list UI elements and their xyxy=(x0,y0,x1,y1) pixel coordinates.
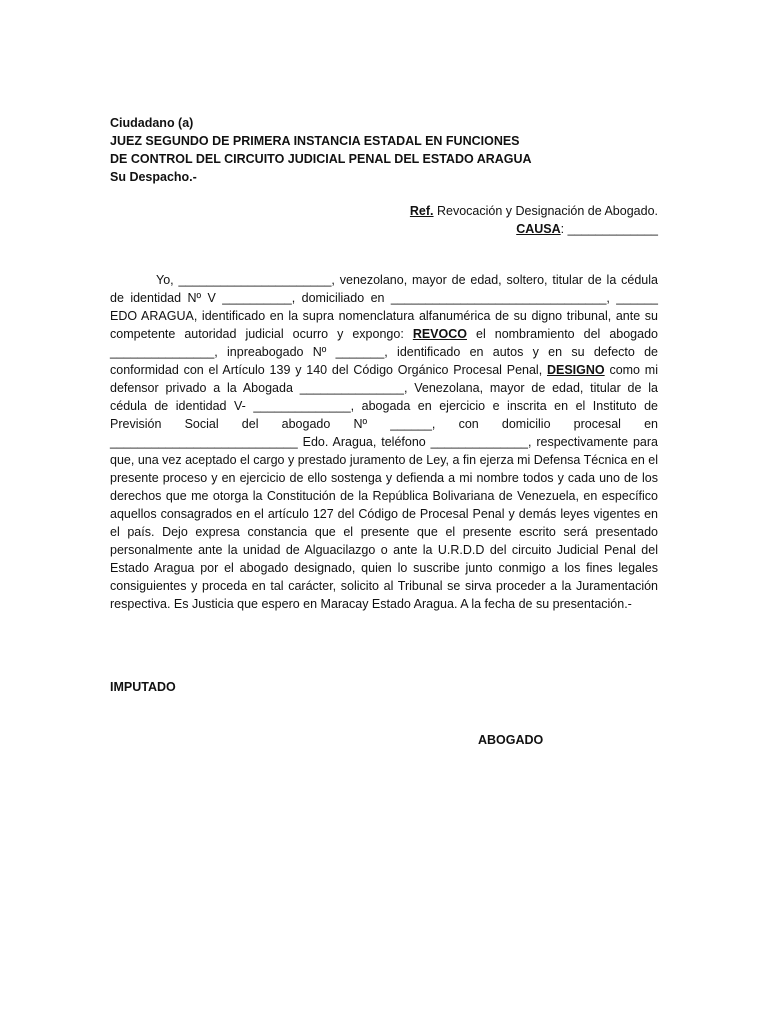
causa-label: CAUSA xyxy=(516,222,561,236)
imputado-signature-label: IMPUTADO xyxy=(110,680,176,694)
body-part-3: como mi defensor privado a la Abogada _______________, Venezolana, mayor de edad, titular de la cédula de identidad V- ______________, abogada en ejercicio e inscrita en el Instituto de Previsión Social del abogado Nº ______, con domicilio procesal en ___________________________ Edo. Aragua, teléfono ______________, respectivamente para que, una vez aceptado el cargo y prestado juramento de Ley, a fin ejerza mi Defensa Técnica en el presente proceso y en ejercicio de ello sostenga y defienda a mi nombre todos y cada uno de los derechos que me otorga la Constitución de la República Bolivariana de Venezuela, en específico aquellos consagrados en el artículo 127 del Código de Procesal Penal y demás leyes vigentes en el país. Dejo expresa constancia que el presente que el presente escrito será presentado personalmente ante la unidad de Alguacilazgo o ante la U.R.D.D del circuito Judicial Penal del Estado Aragua por el abogado designado, quien lo suscribe junto conmigo a los fines legales consiguientes y proceda en tal carácter, solicito al Tribunal se sirva proceder a la Juramentación respectiva. Es Justicia que espero en Maracay Estado Aragua. A la fecha de su presentación.- xyxy=(110,363,658,611)
causa-line xyxy=(410,220,658,238)
designo-keyword: DESIGNO xyxy=(546,363,605,377)
body-part-1: Yo, ______________________, venezolano, mayor de edad, soltero, titular de la cédula de identidad Nº V __________, domiciliado en _______________________________, ______ EDO ARAGUA, identificado en la supra nomenclatura alfanumérica de su digno tribunal, ante su competente autoridad judicial ocurro y expongo: xyxy=(110,273,658,341)
abogado-signature-label: ABOGADO xyxy=(478,733,544,747)
reference-line xyxy=(410,202,658,220)
su-despacho: Su Despacho.- xyxy=(110,170,197,184)
body-paragraph xyxy=(110,271,658,613)
court-name-line-2: DE CONTROL DEL CIRCUITO JUDICIAL PENAL DEL ESTADO ARAGUA xyxy=(110,152,532,166)
revoco-keyword: REVOCO xyxy=(412,327,467,341)
body-part-2: el nombramiento del abogado _______________, inpreabogado Nº _______, identificado en autos y en su defecto de conformidad con el Artículo 139 y 140 del Código Orgánico Procesal Penal, xyxy=(110,327,658,377)
ref-label: Ref. xyxy=(409,204,434,218)
addressee-block xyxy=(110,114,532,186)
ref-text: Revocación y Designación de Abogado. xyxy=(433,204,658,218)
court-name-line-1: JUEZ SEGUNDO DE PRIMERA INSTANCIA ESTADAL EN FUNCIONES xyxy=(110,134,520,148)
reference-block xyxy=(410,202,658,238)
causa-value: : _____________ xyxy=(560,222,658,236)
salutation: Ciudadano (a) xyxy=(110,116,194,130)
